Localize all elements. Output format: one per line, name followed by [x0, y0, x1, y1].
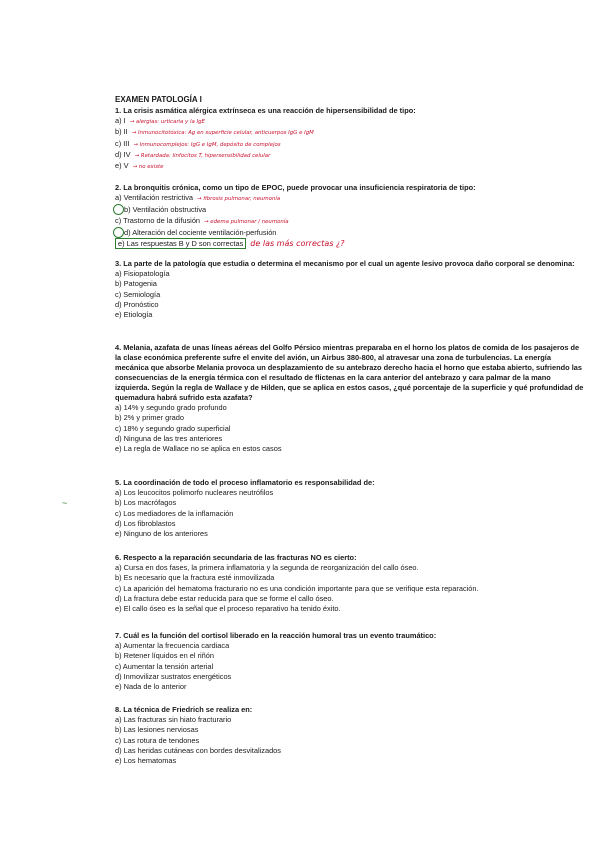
option-b: b) Ventilación obstructiva: [115, 204, 585, 215]
question-text: 1. La crisis asmática alérgica extrínseca es una reacción de hipersensibilidad de tipo:: [115, 106, 416, 115]
option-a: a) Los leucocitos polimorfo nucleares neutrófilos: [115, 488, 274, 497]
option-e: e) Nada de lo anterior: [115, 682, 187, 692]
option-e: e) La regla de Wallace no se aplica en estos casos: [115, 444, 282, 454]
handwritten-note: → Retardada: linfocitos T, hipersensibilidad celular: [134, 152, 271, 159]
option-d: d) Alteración del cociente ventilación-perfusión: [115, 227, 585, 238]
question-text: 7. Cuál es la función del cortisol liberado en la reacción humoral tras un evento traumático:: [115, 631, 437, 640]
option-a: a) I → alergias: urticaria y la IgE: [115, 116, 205, 125]
handwritten-note: → fibrosis pulmonar, neumonía: [197, 196, 281, 202]
handwritten-note: → alergias: urticaria y la IgE: [129, 119, 205, 125]
option-c: c) Trastorno de la difusión → edema pulmonar / neumonía: [115, 215, 289, 225]
option-b: b) Las lesiones nerviosas: [115, 725, 199, 735]
option-e: e) Etiología: [115, 310, 153, 320]
option-c: c) Las rotura de tendones: [115, 735, 200, 745]
option-e: [115, 238, 585, 249]
option-b: b) Es necesario que la fractura esté inmovilizada: [115, 573, 275, 583]
question-3: [115, 259, 585, 320]
circle-mark: [113, 204, 124, 215]
option-b: b) Patogenia: [115, 279, 157, 289]
question-8: [115, 705, 585, 766]
option-b: b) II → Inmunocitotóxica: Ag en superficie celular, anticuerpos IgG e IgM: [115, 127, 314, 137]
option-b: b) Retener líquidos en el riñón: [115, 651, 215, 661]
option-a: a) Ventilación restrictiva → fibrosis pulmonar, neumonía: [115, 193, 281, 202]
question-text: 5. La coordinación de todo el proceso inflamatorio es responsabilidad de:: [115, 478, 375, 487]
option-c: c) Semiología: [115, 289, 161, 299]
option-a: a) 14% y segundo grado profundo: [115, 403, 227, 412]
option-a: a) Cursa en dos fases, la primera inflamatoria y la segunda de reorganización del callo óseo.: [115, 563, 419, 572]
option-c: c) Los mediadores de la inflamación: [115, 508, 234, 518]
question-text: 4. Melania, azafata de unas líneas aéreas del Golfo Pérsico mientras preparaba en el horno los platos de comida de los pasajeros de la clase económica preferente sufre el envite del avión, un Airbus 380-800, al atravesar una zona de turbulencias. La energía mecánica que absorbe Melania provoca un desplazamiento de su antebrazo derecho hacia el horno que estaba abierto, sufriendo las consecuencias de la energía térmica con el resultado de flictenas en la cara anterior del antebrazo y cara palmar de la mano izquierda. Según la regla de Wallace y de Hilden, que se aplica en estos casos, ¿qué porcentaje de la superficie y qué profundidad de quemadura habrá sufrido esta azafata?: [115, 343, 584, 402]
question-text: 8. La técnica de Friedrich se realiza en:: [115, 705, 253, 714]
option-b: b) Los macrófagos: [115, 498, 177, 508]
option-e: e) Los hematomas: [115, 756, 177, 766]
handwritten-note: → edema pulmonar / neumonía: [204, 218, 289, 225]
question-2: [115, 183, 585, 249]
handwritten-note: → Inmunocomplejos: IgG e IgM, depósito de complejos: [133, 141, 281, 148]
handwritten-note: de las más correctas ¿?: [250, 239, 345, 249]
option-d: d) Los fibroblastos: [115, 518, 176, 528]
option-e: e) V → no existe: [115, 161, 164, 171]
circle-mark: [113, 227, 124, 238]
question-6: [115, 553, 585, 614]
option-c: c) 18% y segundo grado superficial: [115, 423, 231, 433]
question-1: [115, 106, 585, 172]
answer-box: e) Las respuestas B y D son correctas: [115, 238, 246, 249]
question-7: [115, 631, 585, 692]
pen-mark: ~: [62, 498, 68, 508]
question-text: 6. Respecto a la reparación secundaria de las fracturas NO es cierto:: [115, 553, 357, 562]
exam-title: EXAMEN PATOLOGÍA I: [115, 95, 202, 104]
option-a: a) Fisiopatología: [115, 269, 170, 278]
option-d: d) Ninguna de las tres anteriores: [115, 433, 223, 443]
option-a: a) Las fracturas sin hiato fracturario: [115, 715, 232, 724]
option-d: d) Las heridas cutáneas con bordes desvitalizados: [115, 745, 281, 755]
question-5: [115, 478, 585, 539]
question-text: 2. La bronquitis crónica, como un tipo de EPOC, puede provocar una insuficiencia respiratoria de tipo:: [115, 183, 476, 192]
option-d: d) IV → Retardada: linfocitos T, hipersensibilidad celular: [115, 149, 271, 159]
option-e: e) El callo óseo es la señal que el proceso reparativo ha tenido éxito.: [115, 604, 341, 614]
handwritten-note: → no existe: [132, 164, 164, 171]
option-e: e) Ninguno de los anteriores: [115, 529, 208, 539]
option-b: b) 2% y primer grado: [115, 413, 185, 423]
question-text: 3. La parte de la patología que estudia o determina el mecanismo por el cual un agente lesivo provoca daño corporal se denomina:: [115, 259, 575, 268]
option-d: d) Pronóstico: [115, 299, 159, 309]
option-a: a) Aumentar la frecuencia cardiaca: [115, 641, 230, 650]
option-d: d) La fractura debe estar reducida para que se forme el callo óseo.: [115, 593, 334, 603]
option-c: c) Aumentar la tensión arterial: [115, 661, 214, 671]
option-c: c) La aparición del hematoma fracturario no es una condición importante para que se verifique esta reparación.: [115, 583, 479, 593]
question-4: [115, 343, 585, 454]
handwritten-note: → Inmunocitotóxica: Ag en superficie celular, anticuerpos IgG e IgM: [131, 130, 314, 137]
option-c: c) III → Inmunocomplejos: IgG e IgM, depósito de complejos: [115, 138, 281, 148]
option-d: d) Inmovilizar sustratos energéticos: [115, 671, 232, 681]
